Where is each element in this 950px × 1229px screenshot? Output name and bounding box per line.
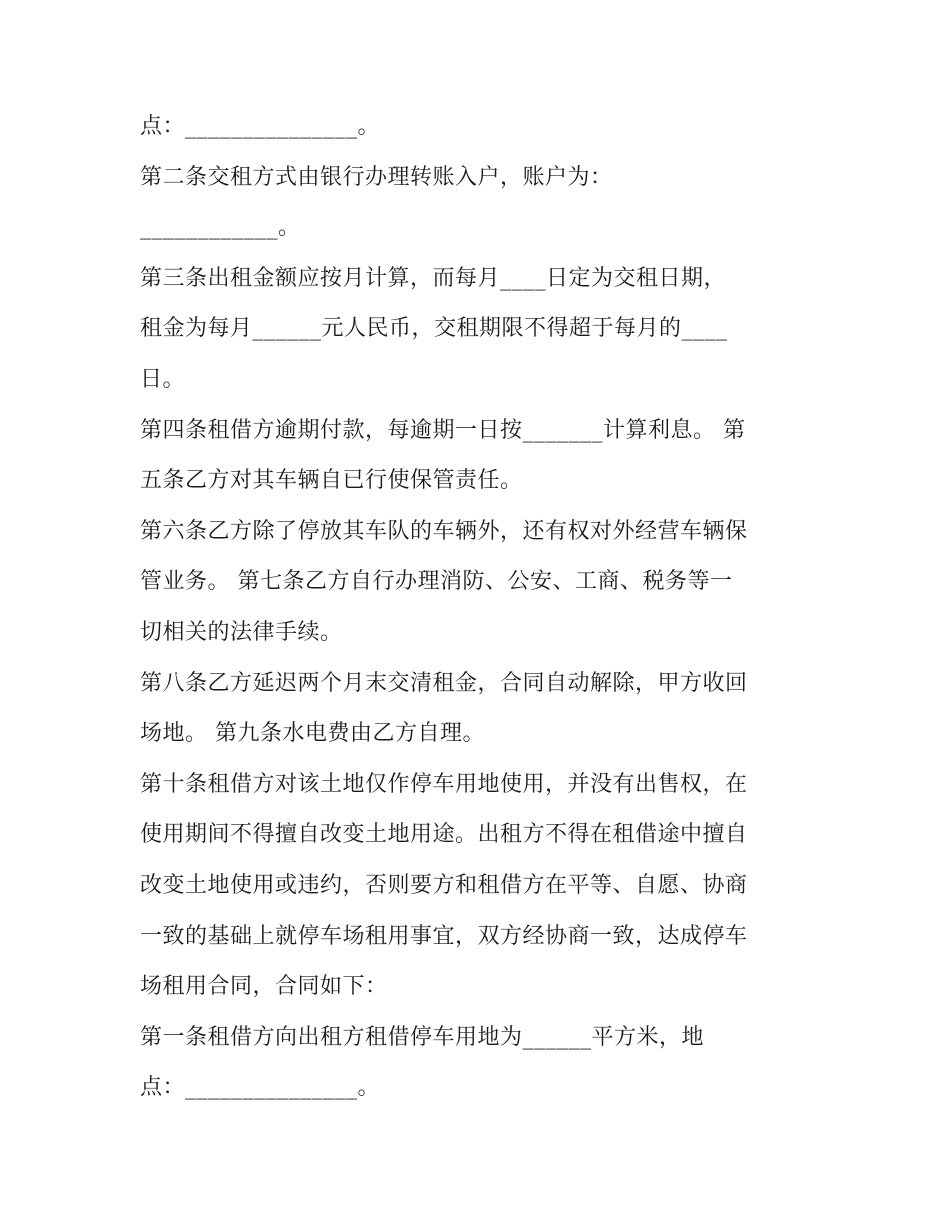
text-line: 第一条租借方向出租方租借停车用地为______平方米，地	[140, 1024, 705, 1050]
text-line: 一致的基础上就停车场租用事宜，双方经协商一致，达成停车	[140, 923, 748, 949]
text-line: 场租用合同，合同如下：	[140, 974, 388, 1000]
text-line: 第四条租借方逾期付款，每逾期一日按_______计算利息。 第	[140, 417, 746, 443]
text-line: 第三条出租金额应按月计算，而每月____日定为交租日期，	[140, 265, 727, 291]
text-line: 使用期间不得擅自改变土地用途。出租方不得在租借途中擅自	[140, 822, 748, 848]
text-line: 点：_______________。	[140, 114, 381, 139]
text-line: 第二条交租方式由银行办理转账入户，账户为：	[140, 164, 613, 190]
text-line: 租金为每月______元人民币，交租期限不得超于每月的____	[140, 316, 728, 342]
text-line: 场地。 第九条水电费由乙方自理。	[140, 721, 485, 747]
text-line: 管业务。 第七条乙方自行办理消防、公安、工商、税务等一	[140, 569, 733, 595]
text-line: 切相关的法律手续。	[140, 619, 343, 645]
text-line: ____________。	[140, 215, 301, 241]
text-line: 五条乙方对其车辆自已行使保管责任。	[140, 468, 523, 494]
text-line: 第八条乙方延迟两个月末交清租金，合同自动解除，甲方收回	[140, 670, 748, 696]
text-line: 改变土地使用或违约，否则要方和租借方在平等、自愿、协商	[140, 872, 748, 898]
document-page	[140, 102, 820, 1114]
text-line: 第十条租借方对该土地仅作停车用地使用，并没有出售权，在	[140, 771, 748, 797]
text-line: 第六条乙方除了停放其车队的车辆外，还有权对外经营车辆保	[140, 518, 748, 544]
text-line: 点：_______________。	[140, 1075, 381, 1101]
text-line: 日。	[140, 366, 186, 392]
